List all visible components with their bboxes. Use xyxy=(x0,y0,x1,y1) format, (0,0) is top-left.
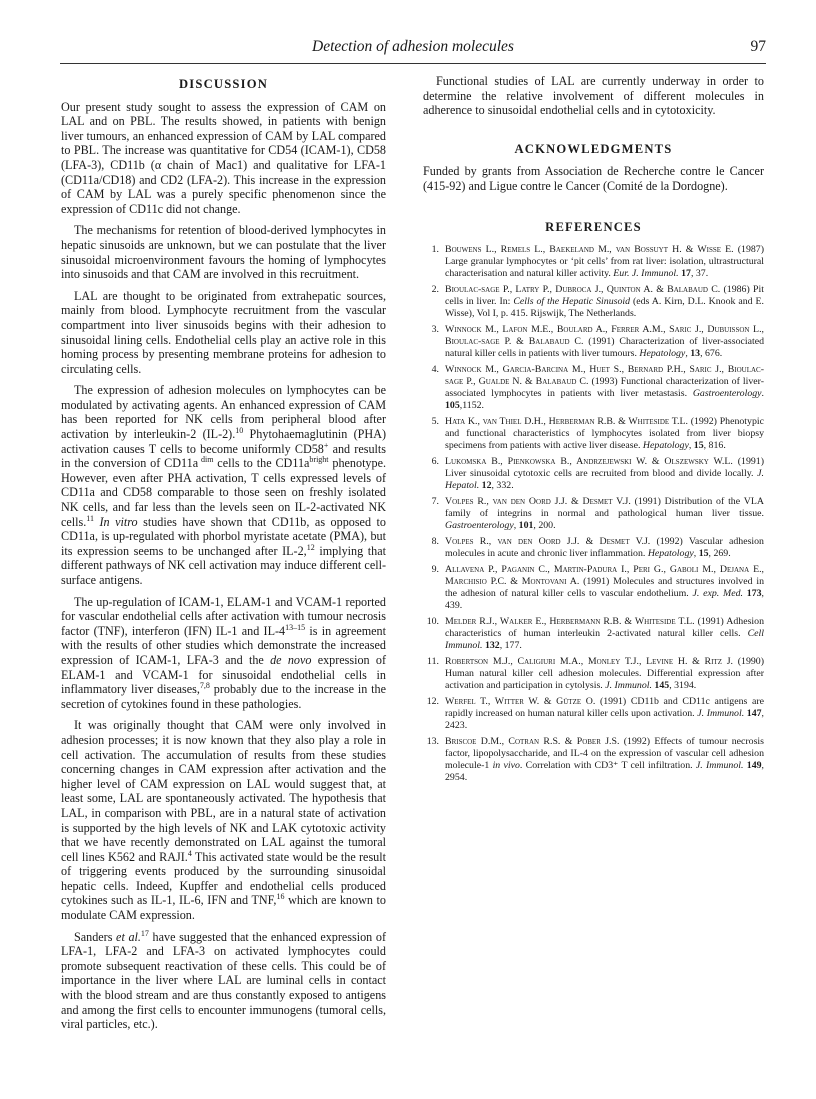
citation-marker: 12 xyxy=(306,542,315,552)
reference-pages: , 332. xyxy=(491,480,514,492)
reference-authors: Winnock M., Lafon M.E., Boulard A., Ferrer A.M., Saric J., Dubuisson L., Bioulac-sage P. & Balabaud C. xyxy=(445,324,764,348)
discussion-paragraph-4 xyxy=(61,383,386,587)
reference-list xyxy=(423,244,764,784)
superscript: bright xyxy=(309,455,329,465)
text-run: implying that different pathways of NK cell activation may induce different cell-surface antigens. xyxy=(61,543,386,587)
text-run: have suggested that the enhanced expression of LFA-1, LFA-2 and LFA-3 on activated lymphocytes could promote subsequent reactivation of these cells. This could be of importance in the liver where LAL are luminal cells in contact with the blood stream and are thus constantly exposed to antigens and among the first cells to encounter immunogens (tumoral cells, viral particles, etc.). xyxy=(61,929,386,1032)
discussion-paragraph-8: Functional studies of LAL are currently underway in order to determine the relative involvement of different molecules in adherence to sinusoidal endothelial cells and in cytotoxicity. xyxy=(423,74,764,118)
running-header xyxy=(60,38,766,66)
reference-pages: , 2954. xyxy=(445,760,764,784)
reference-pages: , 269. xyxy=(708,548,731,560)
reference-pages: , 2423. xyxy=(445,708,765,732)
reference-pages: , 200. xyxy=(533,520,556,532)
reference-journal: J. exp. Med. xyxy=(692,588,743,600)
reference-number: 1. xyxy=(431,244,439,256)
italic-phrase: In vitro xyxy=(99,514,138,529)
text-run: and results in the conversion of CD11a xyxy=(61,441,386,471)
text-run: phenotype. However, even after PHA activation, T cells expressed levels of CD11a and CD58 comparable to those seen on freshly isolated NK cells, and far less than the levels seen on IL-2-activated NK cells. xyxy=(61,456,387,529)
reference-journal: J. Hepatol. xyxy=(445,468,764,492)
reference-authors: Hata K., van Thiel D.H., Herberman R.B. & Whiteside T.L. xyxy=(445,416,688,428)
acknowledgments-heading: ACKNOWLEDGMENTS xyxy=(514,141,673,156)
text-run: The expression of adhesion molecules on lymphocytes can be modulated by activating agents. An enhanced expression of CAM has been reported for NK cells from peripheral blood after activation by interleukin-2 (IL-2). xyxy=(61,383,386,442)
reference-journal: Eur. J. Immunol. xyxy=(613,268,679,280)
text-run: is in agreement with the results of other studies which demonstrate the increased expression of ICAM-1, LFA-3 and the xyxy=(61,623,387,667)
page-number: 97 xyxy=(750,38,766,55)
discussion-heading: DISCUSSION xyxy=(179,77,268,91)
reference-authors: Allavena P., Paganin C., Martin-Padura I., Peri G., Gaboli M., Dejana E., Marchisio P.C. & Montovani A. xyxy=(445,564,764,588)
discussion-paragraph-3: LAL are thought to be originated from extrahepatic sources, mainly from blood. Lymphocyte recruitment from the vascular compartment into liver sinusoids begins with their adhesion to sinusoidal lining cells. Endothelial cells play an active role in this homing process by presenting membrane proteins for adhesion to circulating cells. xyxy=(61,288,386,376)
acknowledgments-text: Funded by grants from Association de Recherche contre le Cancer (415-92) and Ligue contre le Cancer (Comité de la Dordogne). xyxy=(423,164,764,193)
citation-marker: 11 xyxy=(86,513,94,523)
discussion-paragraph-2: The mechanisms for retention of blood-derived lymphocytes in hepatic sinusoids are unknown, but we can postulate that the liver sinusoidal microenvironment favours the homing of lymphocytes into sinusoids and that CAM are involved in this recruitment. xyxy=(61,223,386,282)
reference-number: 11. xyxy=(427,656,439,668)
text-run: It was originally thought that CAM were only involved in adhesion processes; it is now known that they also play a role in cell activation. The accumulation of results from these studies concerning changes in CAM expression after activation and the higher level of CAM expression on LAL would suggest that, at least some, LAL are spontaneously activated. The hypothesis that LAL, in comparison with PBL, are in a natural state of activation is supported by the high levels of NK and LAK cytotoxic activity that we have recently demonstrated on LAL against the tumoral cell lines K562 and RAJI. xyxy=(61,718,386,864)
reference-text: (1990) Human natural killer cell adhesion molecules. Differential expression after activation and participation in cytolysis. xyxy=(445,656,764,692)
discussion-paragraph-7 xyxy=(61,930,386,1032)
reference-journal: Hepatology xyxy=(647,548,694,560)
reference-text: (1992) Effects of tumour necrosis factor, lipopolysaccharide, and IL-4 on the expression of vascular cell adhesion molecule-1 xyxy=(445,736,764,772)
discussion-paragraph-1: Our present study sought to assess the expression of CAM on LAL and on PBL. The results showed, in patients with benign liver tumours, an enhanced expression of CAM by LAL compared to PBL. The increase was quantitative for CD54 (ICAM-1), CD58 (LFA-3), CD11b (α chain of Mac1) and qualitative for LFA-1 (CD11a/CD18) and CD2 (LFA-2). This increase in the expression of CAM by LAL was a purely specific phenomenon since the expression of CD11c did not change. xyxy=(61,99,386,216)
reference-journal: Gastroenterology xyxy=(692,388,762,400)
text-run: probably due to the increase in the secretion of cytokines found in these pathologies. xyxy=(61,682,386,711)
reference-item xyxy=(423,244,764,280)
reference-number: 9. xyxy=(431,564,439,576)
reference-item xyxy=(423,616,764,652)
reference-journal: Cells of the Hepatic Sinusoid xyxy=(513,296,631,308)
reference-authors: Bioulac-sage P., Latry P., Dubroca J., Quinton A. & Balabaud C. xyxy=(445,284,721,296)
references-heading: REFERENCES xyxy=(545,219,642,234)
reference-volume: 132 xyxy=(484,640,500,652)
citation-marker: 13–15 xyxy=(285,622,306,632)
text-run: studies have shown that CD11b, as opposed to CD11a, is up-regulated with phorbol myristate acetate (PMA), but its expression seems to be unchanged after IL-2, xyxy=(61,514,386,558)
reference-volume: 145 xyxy=(654,680,670,692)
reference-volume: 147 xyxy=(746,708,762,720)
reference-pages: . Correlation with CD3⁺ T cell infiltration. xyxy=(519,760,696,772)
text-run: cells to the CD11a xyxy=(213,456,310,471)
reference-pages: , 177. xyxy=(499,640,522,652)
left-column xyxy=(61,74,386,1039)
reference-text: (1991) Liver sinusoidal cytotoxic cells are recruited from blood and divide locally. xyxy=(445,456,764,480)
reference-authors: Volpes R., van den Oord J.J. & Desmet V.J. xyxy=(445,496,631,508)
text-run: which are known to modulate CAM expression. xyxy=(61,893,386,923)
reference-separator: , xyxy=(693,548,699,560)
reference-item xyxy=(423,456,764,492)
reference-text: (1986) Pit cells in liver. In: xyxy=(445,284,764,308)
reference-authors: Bouwens L., Remels L., Baekeland M., van Bossuyt H. & Wisse E. xyxy=(445,244,734,256)
reference-pages: , 439. xyxy=(445,588,764,612)
reference-item xyxy=(423,536,764,560)
superscript: dim xyxy=(198,455,214,465)
reference-journal: Cell Immunol. xyxy=(445,628,764,652)
reference-text: (1992) Vascular adhesion molecules in acute and chronic liver inflammation. xyxy=(445,536,764,560)
superscript: + xyxy=(323,440,329,450)
reference-volume: 149 xyxy=(746,760,762,772)
reference-journal: Gastroenterology xyxy=(445,520,514,532)
reference-separator: , xyxy=(685,348,691,360)
reference-number: 6. xyxy=(431,456,439,468)
reference-text: (1991) Characterization of liver-associated natural killer cells in patients with liver tumours. xyxy=(445,336,764,360)
reference-item xyxy=(423,416,764,452)
right-column xyxy=(423,74,764,788)
citation-marker: 10 xyxy=(235,426,244,436)
reference-item xyxy=(423,656,764,692)
reference-text: (1991) Molecules and structures involved in the adhesion of natural killer cells to vascular endothelium. xyxy=(445,576,764,600)
reference-separator: , xyxy=(688,440,694,452)
reference-text: (1992) Phenotypic and functional characteristics of lymphocytes isolated from liver biopsy specimens from patients with active liver disease. xyxy=(445,416,764,452)
reference-number: 5. xyxy=(431,416,439,428)
reference-volume: 105 xyxy=(445,400,460,412)
reference-authors: Volpes R., van den Oord J.J. & Desmet V.J. xyxy=(445,536,651,548)
reference-number: 8. xyxy=(431,536,439,548)
reference-journal: Hepatology xyxy=(639,348,686,360)
citation-marker: 16 xyxy=(276,892,285,902)
reference-text: (1991) Distribution of the VLA family of integrins in normal and pathological human liver tissue. xyxy=(445,496,764,520)
reference-number: 2. xyxy=(431,284,439,296)
running-title: Detection of adhesion molecules xyxy=(312,38,514,55)
reference-number: 3. xyxy=(431,324,439,336)
reference-number: 12. xyxy=(426,696,439,708)
reference-pages: , 37. xyxy=(690,268,709,280)
reference-authors: Lukomska B., Pienkowska B., Andrzejewski W. & Olszewsky W.L. xyxy=(445,456,733,468)
author-name: Sanders xyxy=(74,929,113,944)
reference-number: 13. xyxy=(426,736,439,748)
reference-item xyxy=(423,324,764,360)
reference-text: (1987) Large granular lymphocytes or ‘pit cells’ from rat liver: isolation, ultrastructural characterisation and natural killer activity. xyxy=(445,244,764,280)
text-run: This activated state would be the result of triggering events produced by the surrounding sinusoidal hepatic cells. Indeed, Kupffer and endothelial cells produced cytokines such as IL-1, IL-6, IFN and TNF, xyxy=(61,849,386,908)
reference-item xyxy=(423,736,764,784)
italic-phrase: de novo xyxy=(270,652,312,667)
reference-item xyxy=(423,696,764,732)
header-rule xyxy=(60,63,766,64)
reference-volume: 101 xyxy=(518,520,534,532)
reference-journal: J. Immunol. xyxy=(695,760,744,772)
reference-number: 4. xyxy=(431,364,439,376)
citation-marker: 4 xyxy=(187,848,192,858)
reference-item xyxy=(423,564,764,612)
reference-volume: 12 xyxy=(481,480,492,492)
reference-item xyxy=(423,496,764,532)
discussion-paragraph-6 xyxy=(61,718,386,922)
reference-pages: ,1152. xyxy=(459,400,485,412)
text-run: expression of ELAM-1 and VCAM-1 for sinusoidal endothelial cells in inflammatory liver diseases, xyxy=(61,652,387,697)
reference-pages: , 816. xyxy=(703,440,726,452)
reference-item xyxy=(423,284,764,320)
reference-text: (1991) CD11b and CD11c antigens are rapidly increased on human natural killer cells upon activation. xyxy=(445,696,764,720)
reference-item xyxy=(423,364,764,412)
reference-pages: , 3194. xyxy=(669,680,697,692)
citation-marker: 7,8 xyxy=(199,681,210,691)
reference-volume: 17 xyxy=(681,268,691,280)
reference-journal: J. Immunol. xyxy=(697,708,745,720)
reference-authors: Robertson M.J., Caligiuri M.A., Monley T.J., Levine H. & Ritz J. xyxy=(445,656,734,668)
reference-number: 10. xyxy=(426,616,439,628)
reference-separator: , xyxy=(513,520,519,532)
reference-authors: Winnock M., Garcia-Barcina M., Huet S., Bernard P.H., Saric J., Bioulac-sage P., Gualde N. & Balabaud C. xyxy=(445,364,764,388)
discussion-paragraph-5 xyxy=(61,595,386,712)
citation-marker: 17 xyxy=(140,928,149,938)
reference-text: (1993) Functional characterization of liver-associated lymphocytes in patients with liver metastasis. xyxy=(445,376,764,400)
reference-journal: in vivo xyxy=(492,760,520,772)
reference-volume: 15 xyxy=(698,548,709,560)
reference-volume: 173 xyxy=(746,588,762,600)
reference-authors: Briscoe D.M., Cotran R.S. & Pober J.S. xyxy=(445,736,620,748)
reference-authors: Melder R.J., Walker E., Herbermann R.B. & Whiteside T.L. xyxy=(445,616,695,628)
reference-pages: , 676. xyxy=(700,348,723,360)
reference-volume: 13 xyxy=(690,348,701,360)
reference-text: (1991) Adhesion characteristics of human interleukin 2-activated natural killer cells. xyxy=(445,616,764,640)
reference-pages: (eds A. Kirn, D.L. Knook and E. Wisse), Vol I, p. 415. Rijswijk, The Netherlands. xyxy=(445,296,764,320)
italic-phrase: et al. xyxy=(112,929,141,944)
text-run: The up-regulation of ICAM-1, ELAM-1 and VCAM-1 reported for vascular endothelial cells after activation with tumour necrosis factor (TNF), interferon (IFN) IL-1 and IL-4 xyxy=(61,594,386,638)
reference-journal: J. Immunol. xyxy=(605,680,652,692)
reference-number: 7. xyxy=(431,496,439,508)
reference-authors: Werfel T., Witter W. & Gütze O. xyxy=(445,696,596,708)
text-run: Phytohaemaglutinin (PHA) activation causes T cells to become uniformly CD58 xyxy=(61,427,386,456)
reference-journal: Hepatology xyxy=(642,440,689,452)
reference-volume: 15 xyxy=(693,440,704,452)
reference-separator: . xyxy=(761,388,764,400)
